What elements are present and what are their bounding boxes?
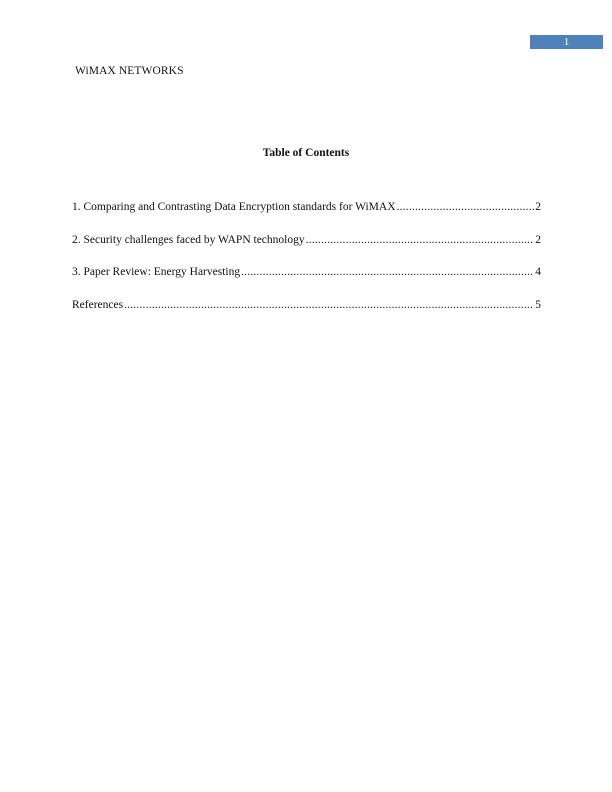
toc-dot-leader [397,201,535,213]
page-number: 1 [563,36,570,48]
toc-entry-label: 3. Paper Review: Energy Harvesting [72,266,241,278]
toc-dot-leader [124,299,534,311]
toc-entry-references[interactable] [72,299,541,315]
toc-entry-label: 1. Comparing and Contrasting Data Encryption standards for WiMAX [72,201,396,213]
toc-entry-label: 2. Security challenges faced by WAPN technology [72,233,305,246]
toc-list [72,201,541,331]
toc-dot-leader [241,266,534,278]
toc-entry-label: References [72,298,124,311]
toc-entry-page: 2 [535,233,541,246]
toc-title: Table of Contents [262,147,350,159]
running-header: WiMAX NETWORKS [75,65,184,77]
page-number-badge [530,35,603,49]
toc-entry-paper-review[interactable] [72,266,541,282]
toc-entry-page: 5 [535,298,541,311]
toc-dot-leader [306,234,535,246]
toc-entry-page: 2 [535,201,541,213]
toc-entry-page: 4 [535,266,541,278]
toc-entry-encryption-standards[interactable] [72,201,541,217]
toc-entry-security-challenges[interactable] [72,234,541,250]
